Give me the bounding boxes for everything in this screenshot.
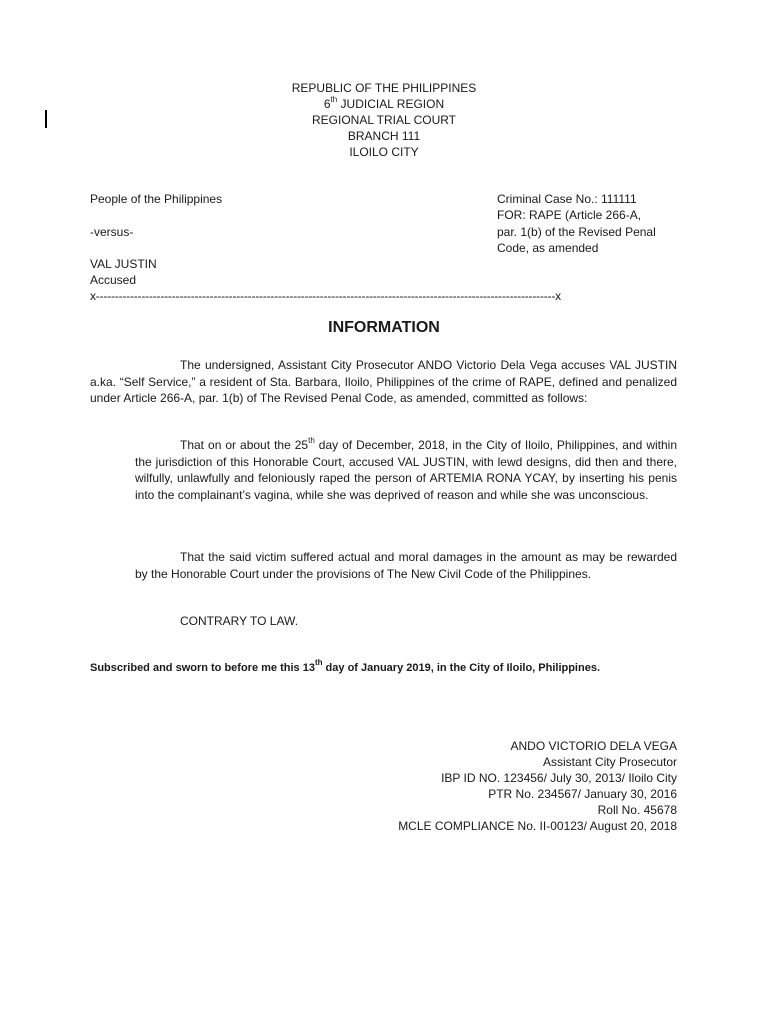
signatory-position: Assistant City Prosecutor [542,755,677,769]
charge-line-3: Code, as amended [497,241,599,255]
case-number: Criminal Case No.: 111111 [497,192,637,206]
roll-number: Roll No. 45678 [597,803,677,817]
body-paragraph-3: That the said victim suffered actual and moral damages in the amount as may be rewarded by the Honorable Court under the provisions of The New Civil Code of the Philippines. [135,550,677,581]
header-judicial-region: 6th JUDICIAL REGION [323,95,445,111]
header-branch: BRANCH 111 [347,129,421,143]
caption-versus: -versus- [90,225,134,239]
header-court: REGIONAL TRIAL COURT [311,113,457,127]
caption-plaintiff: People of the Philippines [90,192,223,206]
header-republic: REPUBLIC OF THE PHILIPPINES [291,81,477,95]
jurat-line: Subscribed and sworn to before me this 13th day of January 2019, in the City of Iloilo, Philippines. [90,658,601,674]
charge-line-2: par. 1(b) of the Revised Penal [497,225,656,239]
document-title: INFORMATION [328,319,440,336]
body-paragraph-2: That on or about the 25th day of December, 2018, in the City of Iloilo, Philippines, and within the jurisdiction of this Honorable Court, accused VAL JUSTIN, with lewd designs, did then and there, wilfully, unlawfully and feloniously raped the person of ARTEMIA RONA YCAY, by inserting his penis into the complainant’s vagina, while she was deprived of reason and while she was unconscious. [135,436,677,502]
mcle-compliance: MCLE COMPLIANCE No. II-00123/ August 20, 2018 [398,819,677,833]
caption-separator: x-------------------------------------------------------------------------------------------------------------------------x [90,289,561,303]
header-city: ILOILO CITY [349,145,419,159]
caption-accused-name: VAL JUSTIN [90,257,157,271]
ibp-id: IBP ID NO. 123456/ July 30, 2013/ Iloilo City [441,771,677,785]
body-paragraph-1: The undersigned, Assistant City Prosecutor ANDO Victorio Dela Vega accuses VAL JUSTIN a.ka. “Self Service,” a resident of Sta. Barbara, Iloilo, Philippines of the crime of RAPE, defined and penalized under Article 266-A, par. 1(b) of The Revised Penal Code, as amended, committed as follows: [90,358,677,405]
signatory-name: ANDO VICTORIO DELA VEGA [510,739,677,753]
ptr-number: PTR No. 234567/ January 30, 2016 [488,787,677,801]
caption-accused-label: Accused [90,273,137,287]
contrary-to-law: CONTRARY TO LAW. [180,614,299,628]
charge-line-1: FOR: RAPE (Article 266-A, [497,208,642,222]
